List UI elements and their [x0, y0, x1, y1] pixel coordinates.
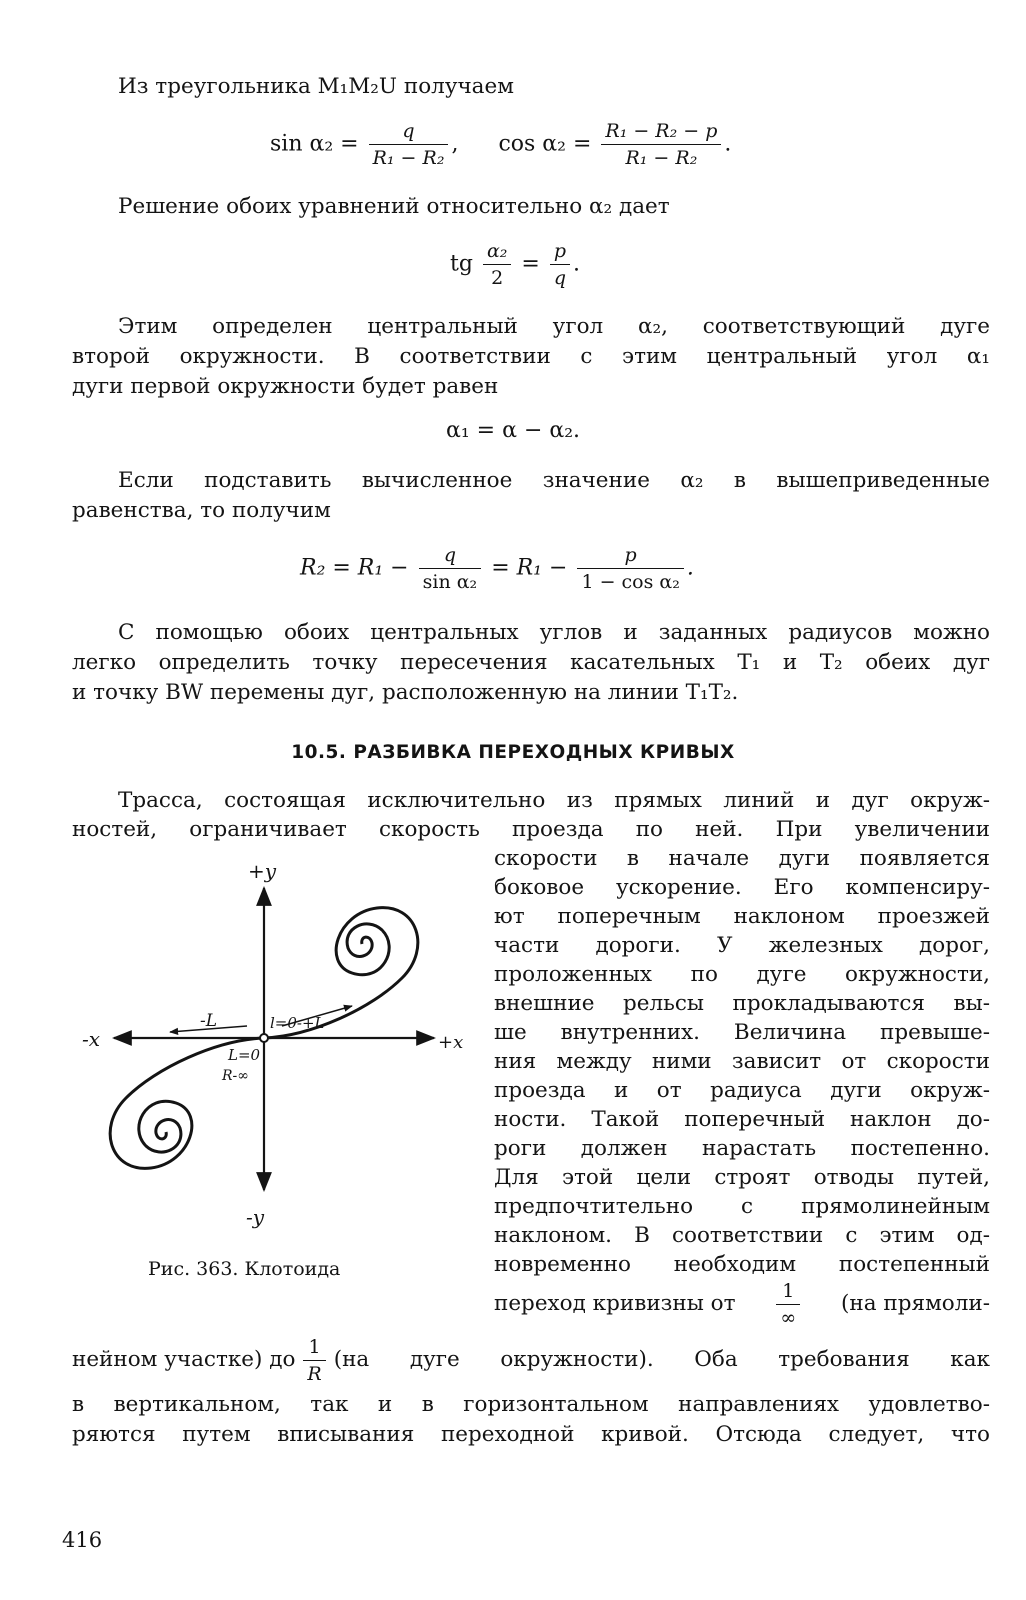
text-line: наклоном. В соответствии с этим од-	[494, 1223, 990, 1248]
fraction-denominator: R₁ − R₂	[369, 144, 449, 169]
r-infinity-label: R-∞	[222, 1068, 249, 1084]
fraction-numerator: 1	[308, 1335, 321, 1358]
text-line: предпочтительно с прямолинейным	[494, 1194, 990, 1219]
text-line: в вертикальном, так и в горизонтальном направлениях удовлетво-	[72, 1392, 990, 1417]
fraction-numerator: R₁ − R₂ − p	[605, 120, 718, 142]
text-line: равенства, то получим	[72, 498, 331, 523]
text-line: дуги первой окружности будет равен	[72, 374, 499, 399]
text-line: и точку BW перемены дуг, расположенную на линии T₁T₂.	[72, 680, 739, 705]
text-line: легко определить точку пересечения касательных T₁ и T₂ обеих дуг	[72, 650, 990, 675]
text-line: Этим определен центральный угол α₂, соответствующий дуге	[118, 314, 990, 339]
fraction-numerator: q	[402, 120, 415, 142]
clothoid-diagram	[82, 848, 482, 1248]
equation-term: .	[724, 131, 732, 157]
text-line: ряются путем вписывания переходной кривой. Отсюда следует, что	[72, 1422, 990, 1447]
fraction-denominator: q	[550, 264, 570, 289]
text-line: скорости в начале дуги появляется	[494, 846, 990, 871]
equation-term: sin α₂ =	[270, 131, 359, 157]
minus-y-label: -y	[246, 1205, 265, 1229]
text-line: Трасса, состоящая исключительно из прямых линий и дуг окруж-	[118, 788, 990, 813]
fraction-numerator: p	[624, 544, 637, 566]
equation-alpha1: α₁ = α − α₂.	[446, 418, 581, 443]
fraction-denominator: 2	[483, 264, 511, 289]
text-line: части дороги. У железных дорог,	[494, 933, 990, 958]
fraction-denominator: sin α₂	[419, 568, 482, 593]
text-line: Для этой цели строят отводы путей,	[494, 1165, 990, 1190]
l-zero-label: L=0	[228, 1046, 261, 1064]
minus-l-label: -L	[200, 1011, 218, 1031]
fraction	[483, 240, 511, 289]
text-line: боковое ускорение. Его компенсиру-	[494, 875, 990, 900]
text-line-fraction	[72, 1334, 990, 1386]
fraction-denominator: R₁ − R₂	[601, 144, 721, 169]
equation-term: tg	[450, 251, 473, 277]
fraction	[550, 240, 570, 289]
text-line: ния между ними зависит от скорости	[494, 1049, 990, 1074]
fraction-denominator: R	[303, 1360, 325, 1385]
fraction	[303, 1336, 325, 1385]
plus-y-label: +y	[248, 859, 277, 883]
text-line: Если подставить вычисленное значение α₂ в вышеприведенные	[118, 468, 990, 493]
fraction-numerator: 1	[782, 1279, 795, 1302]
text-line: внешние рельсы прокладываются вы-	[494, 991, 990, 1016]
equation-tg	[450, 240, 580, 289]
text-fragment: нейном участке) до	[72, 1347, 296, 1372]
fraction	[601, 120, 721, 169]
equation-sin-cos	[270, 120, 731, 169]
text-fragment: (на дуге окружности). Оба требования как	[333, 1347, 990, 1372]
text-line: проложенных по дуге окружности,	[494, 962, 990, 987]
text-line: Из треугольника M₁M₂U получаем	[118, 74, 514, 99]
text-line: С помощью обоих центральных углов и заданных радиусов можно	[118, 620, 990, 645]
fraction-numerator: p	[553, 240, 566, 262]
text-line: Решение обоих уравнений относительно α₂ дает	[118, 194, 670, 219]
equation-term: .	[686, 555, 694, 581]
text-line: роги должен нарастать постепенно.	[494, 1136, 990, 1161]
text-line: ности. Такой поперечный наклон до-	[494, 1107, 990, 1132]
text-line: ше внутренних. Величина превыше-	[494, 1020, 990, 1045]
fraction	[419, 544, 482, 593]
fraction-numerator: q	[443, 544, 456, 566]
clothoid-figure	[82, 848, 482, 1252]
minus-x-label: -x	[82, 1027, 101, 1051]
origin-point	[260, 1034, 268, 1042]
equation-r2	[300, 544, 694, 593]
fraction-denominator: ∞	[776, 1304, 800, 1329]
text-line: новременно необходим постепенный	[494, 1252, 990, 1277]
equation-term: =	[521, 251, 540, 277]
fraction	[776, 1280, 800, 1329]
text-line: проезда и от радиуса дуги окруж-	[494, 1078, 990, 1103]
fraction-denominator: 1 − cos α₂	[577, 568, 683, 593]
fraction	[369, 120, 449, 169]
equation-term: ,	[451, 131, 459, 157]
equation-term: .	[573, 251, 580, 277]
section-heading: 10.5. РАЗБИВКА ПЕРЕХОДНЫХ КРИВЫХ	[291, 742, 735, 763]
fraction	[577, 544, 683, 593]
text-fragment: (на прямоли-	[841, 1291, 990, 1316]
l-zero-plus-l-label: l=0-+L	[270, 1014, 325, 1032]
equation-term: R₂ = R₁ −	[300, 555, 409, 581]
text-line-fraction	[494, 1278, 990, 1330]
equation-term: cos α₂ =	[498, 131, 592, 157]
equation-term: = R₁ −	[491, 555, 568, 581]
text-line: второй окружности. В соответствии с этим центральный угол α₁	[72, 344, 990, 369]
text-line: ностей, ограничивает скорость проезда по ней. При увеличении	[72, 817, 990, 842]
fraction-numerator: α₂	[486, 240, 508, 262]
figure-caption: Рис. 363. Клотоида	[148, 1258, 341, 1280]
text-line: ют поперечным наклоном проезжей	[494, 904, 990, 929]
text-fragment: переход кривизны от	[494, 1291, 736, 1316]
page-number: 416	[62, 1528, 103, 1552]
plus-x-label: +x	[438, 1032, 464, 1053]
